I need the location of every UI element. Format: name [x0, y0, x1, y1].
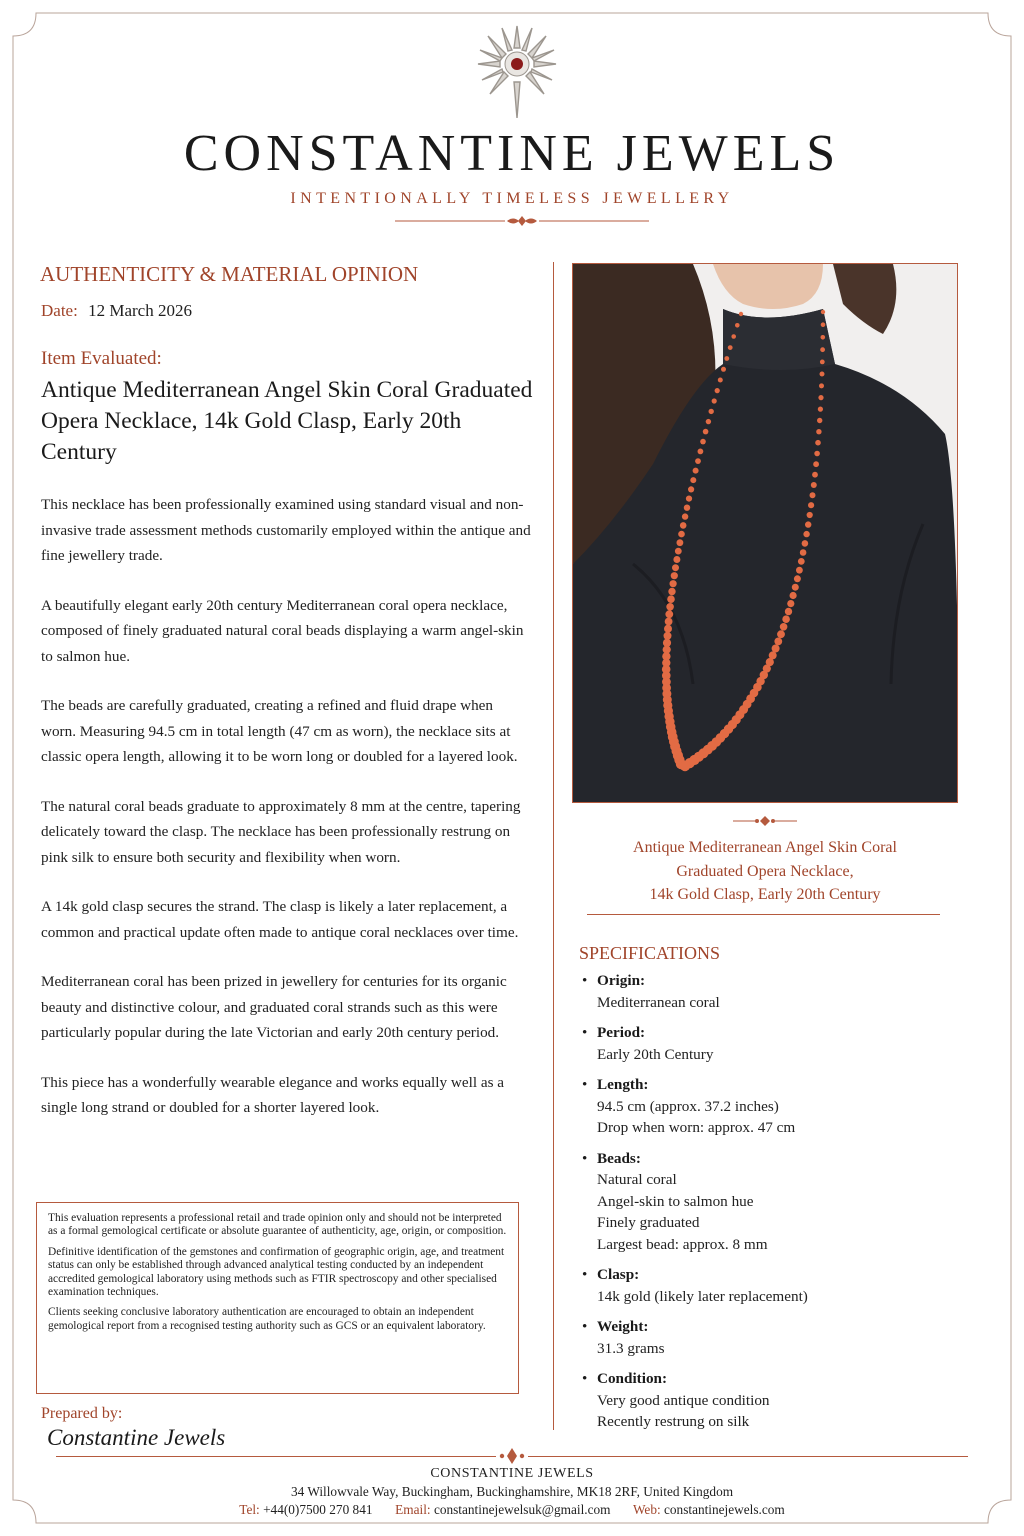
coral-bead	[780, 623, 788, 631]
coral-bead	[680, 522, 687, 529]
spec-value: Early 20th Century	[597, 1045, 714, 1063]
coral-bead	[673, 556, 680, 563]
coral-bead	[677, 539, 684, 546]
coral-bead	[678, 531, 685, 538]
footer-divider	[56, 1456, 496, 1457]
coral-bead	[682, 513, 688, 519]
spec-value: Natural coral	[597, 1171, 677, 1188]
tel-label: Tel:	[239, 1502, 260, 1517]
signature: Constantine Jewels	[47, 1425, 226, 1450]
coral-bead	[790, 592, 797, 599]
specifications-list	[582, 970, 982, 1442]
spec-key: • Clasp:	[597, 1266, 640, 1283]
coral-bead	[706, 419, 711, 424]
spec-condition	[582, 1368, 982, 1433]
caption-ornament-icon	[733, 814, 797, 828]
spec-value: Angel-skin to salmon hue	[597, 1192, 754, 1210]
spec-length	[582, 1074, 982, 1139]
coral-bead	[703, 429, 709, 435]
coral-bead	[688, 486, 694, 492]
coral-bead	[820, 372, 825, 377]
necklace-model-image	[573, 264, 958, 803]
caption-divider	[587, 914, 940, 915]
coral-bead	[816, 429, 821, 434]
coral-bead	[812, 472, 818, 478]
email-link[interactable]: constantinejewelsuk@gmail.com	[433, 1502, 611, 1517]
coral-bead	[700, 439, 706, 445]
coral-bead	[664, 632, 672, 640]
coral-bead	[803, 531, 809, 537]
coral-bead	[671, 572, 678, 579]
coral-bead	[817, 418, 822, 423]
coral-bead	[785, 608, 792, 615]
coral-bead	[664, 625, 672, 633]
coral-bead	[675, 548, 682, 555]
prepared-by-label: Prepared by:	[41, 1405, 123, 1422]
coral-bead	[815, 440, 821, 446]
coral-bead	[680, 761, 690, 771]
coral-bead	[819, 383, 824, 388]
coral-bead	[821, 310, 825, 314]
paragraph: Mediterranean coral has been prized in jewellery for centuries for its organic beauty and distinctive colour, and graduated coral strands such as this were particularly popular during the late Victorian and early 20th century period.	[41, 973, 507, 1041]
header-ornament-icon	[395, 214, 649, 228]
spec-value: Largest bead: approx. 8 mm	[597, 1235, 768, 1253]
spec-beads	[582, 1148, 982, 1256]
item-label: Item Evaluated:	[41, 348, 162, 369]
coral-bead	[724, 356, 729, 361]
coral-bead	[728, 345, 733, 350]
coral-bead	[721, 367, 726, 372]
coral-bead	[715, 388, 720, 393]
spec-period	[582, 1022, 982, 1065]
coral-bead	[802, 540, 809, 547]
coral-bead	[672, 564, 679, 571]
caption-line: 14k Gold Clasp, Early 20th Century	[649, 886, 881, 903]
tel-link[interactable]: +44(0)7500 270 841	[263, 1502, 373, 1517]
footer-brand: CONSTANTINE JEWELS	[430, 1466, 594, 1481]
photo-caption	[572, 836, 958, 907]
footer-divider	[528, 1456, 968, 1457]
coral-bead	[684, 505, 690, 511]
coral-bead	[787, 600, 794, 607]
spec-value: 14k gold (likely later replacement)	[597, 1287, 808, 1305]
paragraph: The natural coral beads graduate to approximately 8 mm at the centre, tapering delicately toward the clasp. The necklace has been professionally restrung on pink silk to ensure both security and flexibility when worn.	[41, 797, 521, 866]
spec-value: 31.3 grams	[597, 1339, 665, 1357]
coral-bead	[800, 549, 807, 556]
caption-line: Antique Mediterranean Angel Skin Coral	[633, 839, 897, 856]
disclaimer-box	[36, 1202, 519, 1394]
spec-value: Recently restrung on silk	[597, 1413, 750, 1430]
specifications-title: SPECIFICATIONS	[579, 943, 721, 963]
spec-value: Mediterranean coral	[597, 993, 720, 1011]
product-photo	[572, 263, 958, 803]
coral-bead	[807, 512, 813, 518]
coral-bead	[811, 482, 817, 488]
coral-bead	[735, 323, 740, 328]
spec-key: • Beads:	[597, 1149, 641, 1167]
spec-weight	[582, 1316, 982, 1359]
coral-bead	[782, 615, 790, 623]
coral-bead	[818, 407, 823, 412]
spec-clasp	[582, 1264, 982, 1307]
description	[41, 492, 531, 1121]
coral-bead	[670, 580, 677, 587]
coral-bead	[739, 312, 743, 316]
footer-ornament-icon	[497, 1447, 527, 1465]
coral-bead	[792, 584, 799, 591]
star-brooch-logo-icon	[474, 24, 560, 120]
column-divider	[553, 262, 554, 1430]
coral-bead	[808, 502, 814, 508]
coral-bead	[690, 477, 696, 483]
coral-bead	[774, 638, 782, 646]
spec-origin	[582, 970, 982, 1013]
spec-key: • Length:	[597, 1076, 649, 1093]
coral-bead	[667, 595, 675, 603]
disclaimer-text: This evaluation represents a professional retail and trade opinion only and should not be interpreted as a formal gemological certificate or absolute guarantee of authenticity, age, origin, or composition.	[48, 1212, 507, 1238]
coral-bead	[794, 575, 801, 582]
spec-key: • Period:	[597, 1024, 646, 1041]
coral-bead	[665, 610, 673, 618]
brand-tagline: INTENTIONALLY TIMELESS JEWELLERY	[290, 190, 734, 207]
coral-bead	[686, 496, 692, 502]
coral-bead	[813, 461, 819, 467]
coral-bead	[805, 521, 811, 527]
coral-bead	[712, 398, 717, 403]
coral-bead	[698, 449, 704, 455]
coral-bead	[820, 360, 825, 365]
date-label: Date:	[41, 301, 78, 320]
coral-bead	[695, 458, 701, 464]
spec-value: Very good antique condition	[597, 1391, 770, 1409]
caption-line: Graduated Opera Necklace,	[676, 862, 854, 880]
coral-bead	[814, 451, 820, 457]
disclaimer-text: Clients seeking conclusive laboratory authentication are encouraged to obtain an independent gemological report from a recognised testing authority such as GCS or an equivalent laboratory.	[48, 1306, 486, 1332]
spec-key: • Origin:	[597, 972, 646, 989]
footer-contact	[0, 1502, 1024, 1518]
spec-value: 94.5 cm (approx. 37.2 inches)	[597, 1097, 779, 1115]
coral-bead	[821, 322, 826, 327]
coral-bead	[810, 492, 816, 498]
paragraph: The beads are carefully graduated, creating a refined and fluid drape when worn. Measuring 94.5 cm in total length (47 cm as worn), the necklace sits at classic opera length, allowing it to be worn long or doubled for a layered look.	[41, 697, 518, 765]
web-label: Web:	[632, 1502, 661, 1517]
date-row	[41, 301, 192, 321]
paragraph: A beautifully elegant early 20th century Mediterranean coral opera necklace, composed of finely graduated natural coral beads displaying a warm angel-skin to salmon hue.	[41, 596, 524, 665]
coral-bead	[796, 567, 803, 574]
paragraph: This necklace has been professionally examined using standard visual and non-invasive trade assessment methods customarily employed within the antique and fine jewellery trade.	[41, 496, 531, 564]
coral-bead	[731, 334, 736, 339]
spec-key: • Condition:	[597, 1370, 668, 1387]
coral-bead	[709, 409, 714, 414]
item-title: Antique Mediterranean Angel Skin Coral Graduated Opera Necklace, 14k Gold Clasp, Early 20th Century	[41, 377, 533, 465]
coral-bead	[666, 603, 674, 611]
coral-bead	[821, 335, 826, 340]
spec-key: • Weight:	[597, 1318, 649, 1335]
spec-value: Finely graduated	[597, 1214, 700, 1231]
coral-bead	[820, 347, 825, 352]
coral-bead	[668, 588, 675, 595]
date-value: 12 March 2026	[88, 301, 192, 320]
section-title: AUTHENTICITY & MATERIAL OPINION	[40, 262, 419, 286]
disclaimer-text: Definitive identification of the gemstones and confirmation of geographic origin, age, and treatment status can only be established through advanced analytical testing conducted by an independent accredited gemological laboratory using methods such as FTIR spectroscopy and other specialised examination techniques.	[48, 1245, 505, 1299]
coral-bead	[718, 378, 723, 383]
coral-bead	[693, 468, 699, 474]
web-link[interactable]: constantinejewels.com	[664, 1502, 785, 1517]
paragraph: This piece has a wonderfully wearable elegance and works equally well as a single long strand or doubled for a shorter layered look.	[41, 1073, 505, 1116]
brand-name: CONSTANTINE JEWELS	[183, 125, 841, 182]
coral-bead	[818, 395, 823, 400]
spec-value: Drop when worn: approx. 47 cm	[597, 1119, 796, 1136]
coral-bead	[665, 618, 673, 626]
footer-address: 34 Willowvale Way, Buckingham, Buckinghamshire, MK18 2RF, United Kingdom	[290, 1484, 734, 1499]
coral-bead	[777, 630, 785, 638]
coral-bead	[798, 558, 805, 565]
email-label: Email:	[395, 1502, 431, 1517]
coral-bead	[772, 645, 780, 653]
paragraph: A 14k gold clasp secures the strand. The clasp is likely a later replacement, a common and practical update often made to antique coral necklaces over time.	[41, 898, 519, 941]
